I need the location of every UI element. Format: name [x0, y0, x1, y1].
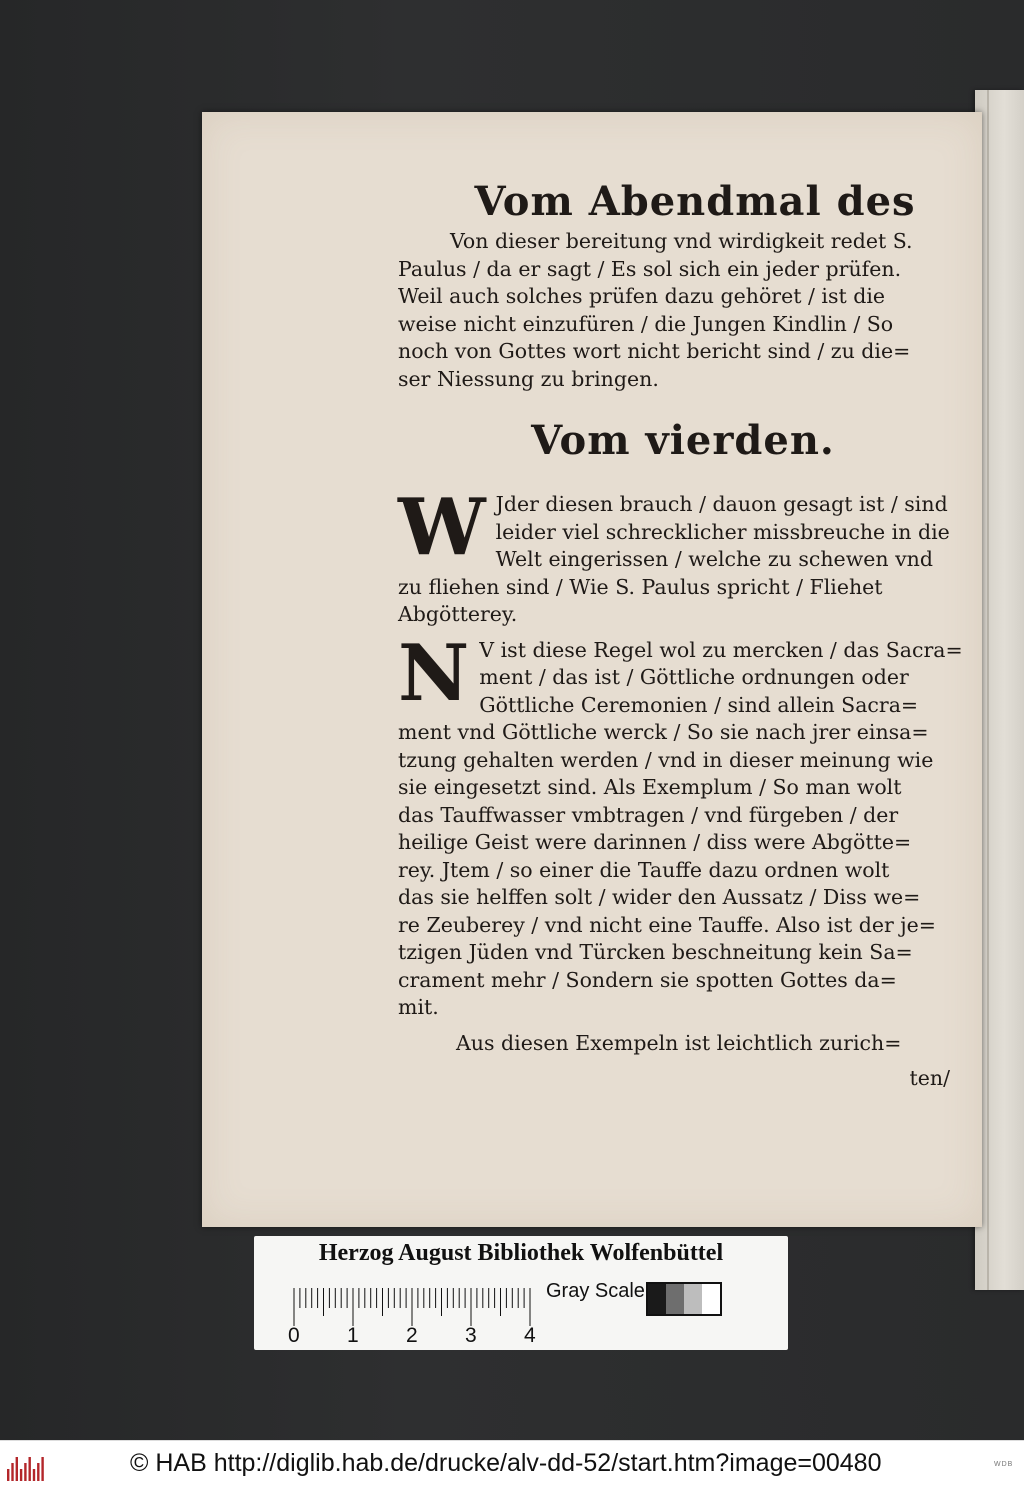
logo-bar — [16, 1457, 18, 1481]
text-line: tzung gehalten werden / vnd in dieser meinung wie — [398, 747, 934, 772]
text-line: das sie helffen solt / wider den Aussatz / Diss we= — [398, 885, 921, 909]
logo-bar — [7, 1469, 9, 1481]
heading-abendmal: Vom Abendmal des — [474, 178, 916, 225]
paragraph-bereitung — [398, 228, 968, 393]
page-text — [398, 176, 968, 1093]
facing-page-edge — [975, 90, 1024, 1290]
text-line: Welt eingerissen / welche zu schewen vnd — [495, 547, 933, 571]
text-line: zu fliehen sind / Wie S. Paulus spricht / Fliehet — [398, 574, 883, 599]
text-line: Von dieser bereitung vnd wirdigkeit redet S. — [450, 229, 913, 253]
text-line: Paulus / da er sagt / Es sol sich ein jeder prüfen. — [398, 256, 902, 281]
logo-bar — [33, 1469, 35, 1481]
logo-bar — [37, 1463, 39, 1481]
text-line: ment vnd Göttliche werck / So sie nach jrer einsa= — [398, 720, 929, 744]
drop-cap-w: W — [398, 482, 486, 573]
text-line: Abgötterey. — [398, 602, 518, 626]
text-line: V ist diese Regel wol zu mercken / das Sacra= — [479, 637, 963, 662]
text-line: Göttliche Ceremonien / sind allein Sacra= — [479, 692, 919, 717]
text-line: noch von Gottes wort nicht bericht sind / zu die= — [398, 339, 911, 363]
gray-scale-bar — [646, 1282, 722, 1316]
text-line: Jder diesen brauch / dauon gesagt ist / sind — [495, 492, 948, 516]
ruler-label-3: 3 — [465, 1324, 477, 1347]
gray-patch-light — [684, 1284, 702, 1314]
ruler-label-2: 2 — [406, 1324, 418, 1347]
logo-bar — [24, 1463, 26, 1481]
text-line: crament mehr / Sondern sie spotten Gottes da= — [398, 967, 897, 992]
ruler-label-4: 4 — [524, 1324, 536, 1347]
logo-bar — [20, 1469, 22, 1481]
drop-cap-n: N — [398, 627, 470, 719]
logo-bar — [11, 1463, 13, 1481]
text-line: sie eingesetzt sind. Als Exemplum / So man wolt — [398, 775, 902, 799]
gray-patch-white — [702, 1284, 720, 1314]
ruler-label-1: 1 — [347, 1324, 359, 1347]
logo-bar — [41, 1457, 43, 1481]
paragraph-brauch — [398, 482, 968, 629]
text-line: ser Niessung zu bringen. — [398, 366, 659, 391]
hab-logo-icon — [6, 1451, 46, 1481]
facing-page-fold — [987, 90, 989, 1290]
text-line: mit. — [398, 995, 439, 1019]
heading-vierden: Vom vierden. — [531, 417, 835, 464]
copyright-url[interactable]: © HAB http://diglib.hab.de/drucke/alv-dd-52/start.htm?image=00480 — [130, 1449, 882, 1477]
text-line: leider viel schrecklicher missbreuche in die — [495, 519, 950, 544]
text-line: weise nicht einzufüren / die Jungen Kindlin / So — [398, 311, 894, 336]
text-line: ment / das ist / Göttliche ordnungen oder — [479, 665, 909, 689]
text-line: heilige Geist were darinnen / diss were Abgötte= — [398, 830, 912, 854]
ruler-scale — [292, 1286, 532, 1326]
catchword: ten/ — [909, 1066, 950, 1090]
gray-scale-label: Gray Scale — [546, 1280, 645, 1302]
text-line: Weil auch solches prüfen dazu gehöret / ist die — [398, 284, 886, 308]
text-line: rey. Jtem / so einer die Tauffe dazu ordnen wolt — [398, 857, 890, 882]
gray-patch-dark — [666, 1284, 684, 1314]
paragraph-exempeln: Aus diesen Exempeln ist leichtlich zurich= — [456, 1030, 902, 1055]
text-line: re Zeuberey / vnd nicht eine Tauffe. Also ist der je= — [398, 912, 936, 937]
gray-patch-black — [648, 1284, 666, 1314]
footer-bar — [0, 1440, 1024, 1492]
text-line: tzigen Jüden vnd Türcken beschneitung kein Sa= — [398, 940, 913, 964]
color-target-card — [254, 1236, 788, 1350]
text-line: das Tauffwasser vmbtragen / vnd fürgeben / der — [398, 802, 899, 827]
logo-bar — [29, 1457, 31, 1481]
document-page — [202, 112, 982, 1227]
wdb-mark: WDB — [994, 1461, 1014, 1468]
ruler-label-0: 0 — [288, 1324, 300, 1347]
library-name: Herzog August Bibliothek Wolfenbüttel — [318, 1240, 724, 1266]
paragraph-regel — [398, 627, 968, 1022]
